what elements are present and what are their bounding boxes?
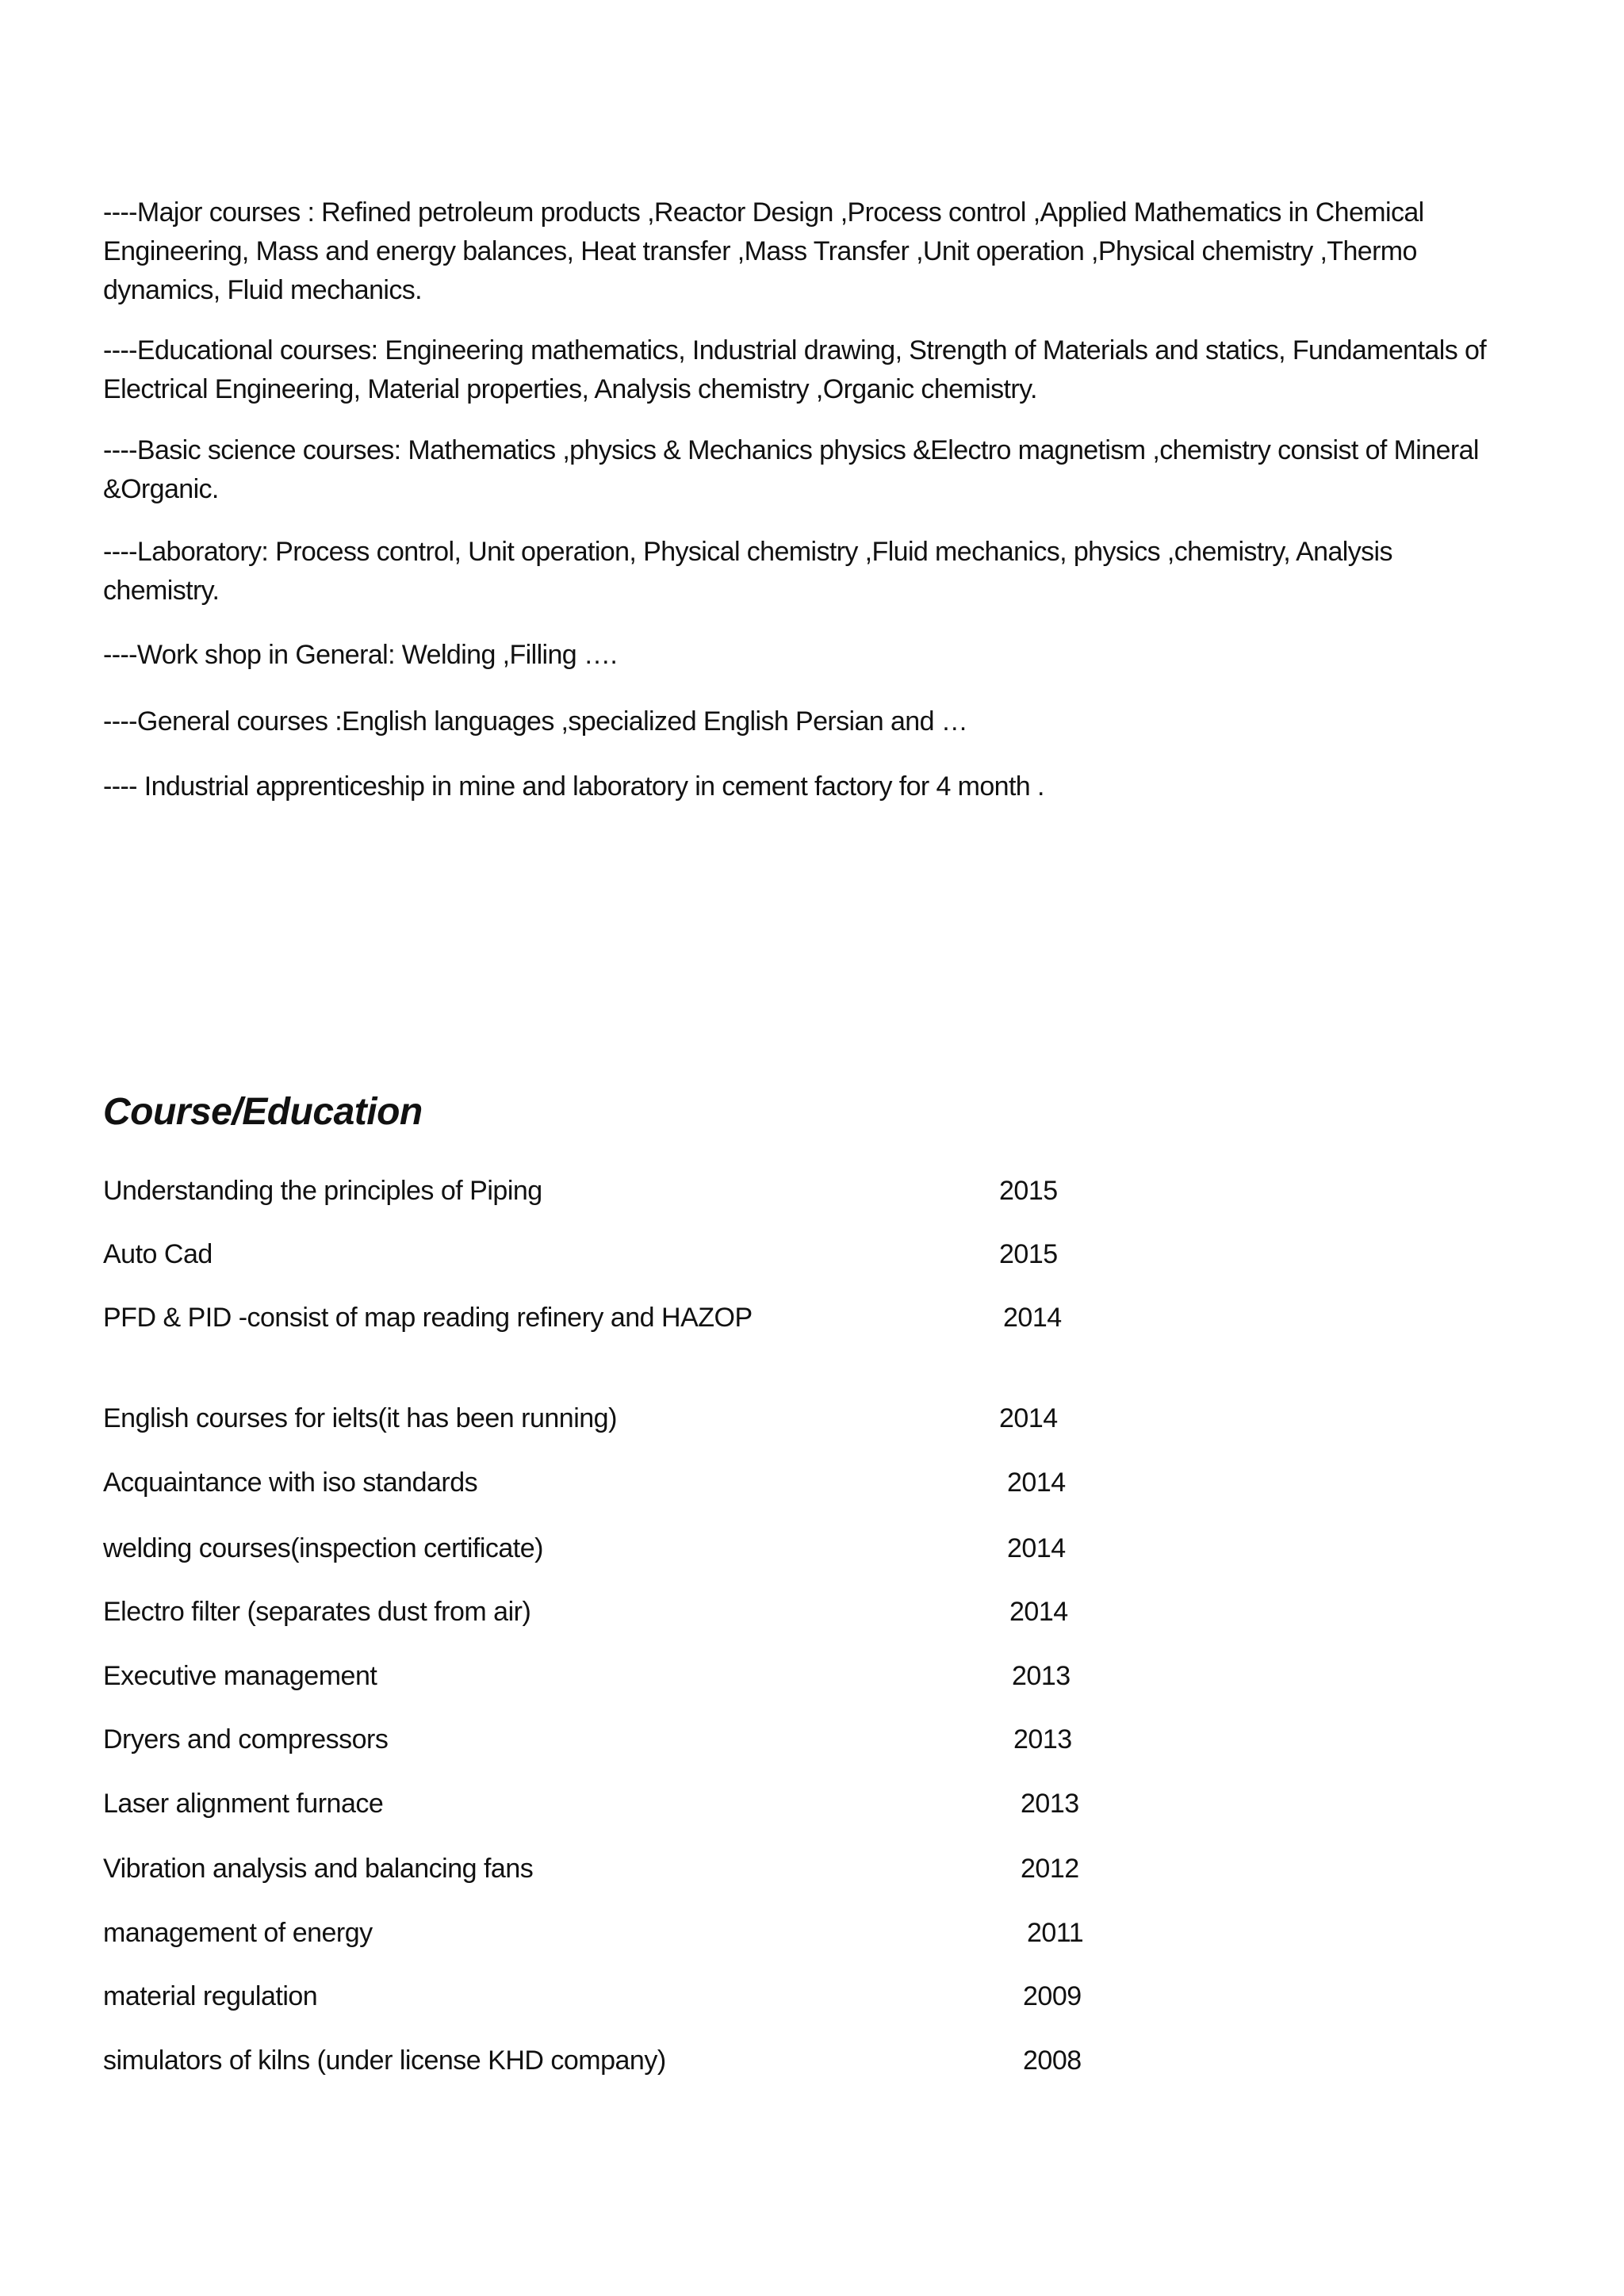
- course-name: Auto Cad: [103, 1239, 213, 1269]
- course-year: 2014: [1007, 1533, 1066, 1563]
- course-year: 2015: [999, 1239, 1058, 1269]
- course-name: Electro filter (separates dust from air): [103, 1597, 531, 1627]
- course-name: Executive management: [103, 1661, 377, 1691]
- course-row: [103, 2041, 1134, 2080]
- course-name: welding courses(inspection certificate): [103, 1533, 543, 1563]
- course-year: 2009: [1023, 1981, 1082, 2011]
- course-year: 2008: [1023, 2045, 1082, 2076]
- course-row: [103, 1171, 1134, 1211]
- course-name: English courses for ielts(it has been running): [103, 1403, 617, 1433]
- course-year: 2012: [1021, 1854, 1079, 1884]
- course-name: PFD & PID -consist of map reading refinery and HAZOP: [103, 1303, 753, 1333]
- course-name: management of energy: [103, 1918, 373, 1948]
- major-courses-paragraph: ----Major courses : Refined petroleum products ,Reactor Design ,Process control ,Applied Mathematics in Chemical Engineering, Mass and energy balances, Heat transfer ,Mass Transfer ,Unit operation ,Physical chemistry ,Thermo dynamics, Fluid mechanics.: [103, 197, 1424, 305]
- educational-courses-paragraph: ----Educational courses: Engineering mathematics, Industrial drawing, Strength of Materials and statics, Fundamentals of Electrical Engineering, Material properties, Analysis chemistry ,Organic chemistry.: [103, 335, 1487, 404]
- course-name: Acquaintance with iso standards: [103, 1468, 478, 1498]
- course-year: 2014: [999, 1403, 1058, 1433]
- laboratory-paragraph: ----Laboratory: Process control, Unit operation, Physical chemistry ,Fluid mechanics, physics ,chemistry, Analysis chemistry.: [103, 537, 1392, 606]
- course-row: [103, 1849, 1134, 1888]
- course-row: [103, 1529, 1134, 1568]
- course-name: Dryers and compressors: [103, 1724, 389, 1755]
- course-row: [103, 1720, 1134, 1759]
- section-title: Course/Education: [103, 1091, 423, 1133]
- course-year: 2013: [1021, 1789, 1079, 1819]
- course-row: [103, 1784, 1134, 1823]
- course-row: [103, 1463, 1134, 1502]
- course-row: [103, 1399, 1134, 1438]
- course-name: material regulation: [103, 1981, 318, 2011]
- course-year: 2013: [1013, 1724, 1072, 1755]
- course-row: [103, 1298, 1134, 1337]
- apprenticeship-paragraph: ---- Industrial apprenticeship in mine and laboratory in cement factory for 4 month .: [103, 771, 1044, 802]
- basic-science-paragraph: ----Basic science courses: Mathematics ,physics & Mechanics physics &Electro magnetism ,chemistry consist of Mineral &Organic.: [103, 435, 1479, 504]
- course-name: Vibration analysis and balancing fans: [103, 1854, 534, 1884]
- course-year: 2014: [1007, 1468, 1066, 1498]
- course-year: 2013: [1012, 1661, 1071, 1691]
- course-row: [103, 1656, 1134, 1696]
- course-row: [103, 1976, 1134, 2016]
- course-name: Laser alignment furnace: [103, 1789, 384, 1819]
- course-year: 2014: [1009, 1597, 1068, 1627]
- course-year: 2015: [999, 1176, 1058, 1206]
- course-name: simulators of kilns (under license KHD company): [103, 2045, 666, 2076]
- course-row: [103, 1234, 1134, 1274]
- course-row: [103, 1913, 1134, 1953]
- workshop-paragraph: ----Work shop in General: Welding ,Filling ….: [103, 640, 618, 670]
- course-row: [103, 1592, 1134, 1632]
- course-name: Understanding the principles of Piping: [103, 1176, 542, 1206]
- course-year: 2011: [1027, 1918, 1084, 1948]
- general-courses-paragraph: ----General courses :English languages ,specialized English Persian and …: [103, 706, 968, 737]
- course-year: 2014: [1003, 1303, 1062, 1333]
